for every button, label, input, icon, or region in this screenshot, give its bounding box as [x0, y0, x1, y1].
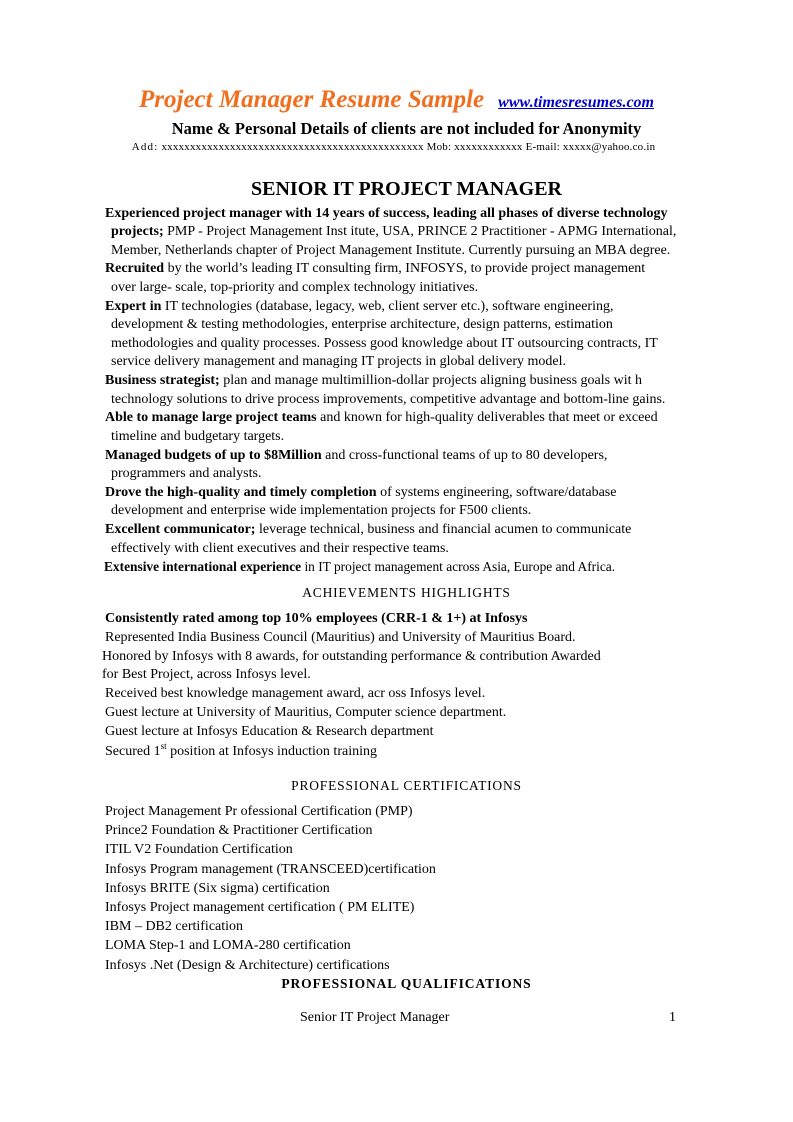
website-link[interactable]: www.timesresumes.com	[498, 94, 654, 111]
address-value: xxxxxxxxxxxxxxxxxxxxxxxxxxxxxxxxxxxxxxxxxxxxxx	[161, 141, 424, 153]
certification-item: Infosys BRITE (Six sigma) certification	[105, 881, 330, 896]
summary-line: Drove the high-quality and timely completion of systems engineering, software/database	[105, 485, 617, 500]
summary-line: Expert in IT technologies (database, legacy, web, client server etc.), software engineering,	[105, 299, 614, 314]
summary-line: development and enterprise wide implementation projects for F500 clients.	[111, 503, 532, 518]
certification-item: Infosys Project management certification ( PM ELITE)	[105, 900, 415, 915]
email-label: E-mail:	[525, 141, 560, 153]
certifications-heading: PROFESSIONAL CERTIFICATIONS	[291, 778, 522, 793]
summary-line: effectively with client executives and their respective teams.	[111, 541, 449, 556]
achievement-item: Honored by Infosys with 8 awards, for outstanding performance & contribution Awarded	[102, 649, 601, 664]
certification-item: Infosys .Net (Design & Architecture) certifications	[105, 958, 390, 973]
summary-line: timeline and budgetary targets.	[111, 429, 285, 444]
page-number: 1	[669, 1010, 676, 1025]
summary-line: over large- scale, top-priority and complex technology initiatives.	[111, 280, 479, 295]
anonymity-note: Name & Personal Details of clients are not included for Anonymity	[171, 119, 642, 138]
summary-line: service delivery management and managing IT projects in global delivery model.	[111, 354, 566, 369]
summary-line: Experienced project manager with 14 years of success, leading all phases of diverse technology	[105, 206, 668, 221]
summary-line: Able to manage large project teams and known for high-quality deliverables that meet or exceed	[105, 410, 658, 425]
email-value: xxxxx@yahoo.co.in	[562, 141, 656, 153]
achievements-heading: ACHIEVEMENTS HIGHLIGHTS	[302, 585, 511, 600]
summary-line: Member, Netherlands chapter of Project Management Institute. Currently pursuing an MBA degree.	[111, 243, 671, 258]
achievement-item: Received best knowledge management award, acr oss Infosys level.	[105, 686, 486, 701]
summary-line: development & testing methodologies, enterprise architecture, design patterns, estimation	[111, 317, 613, 332]
summary-line: Recruited by the world’s leading IT consulting firm, INFOSYS, to provide project management	[105, 261, 646, 276]
certification-item: ITIL V2 Foundation Certification	[105, 842, 293, 857]
mobile-label: Mob:	[426, 141, 452, 153]
achievement-item: Guest lecture at University of Mauritius, Computer science department.	[105, 705, 507, 720]
certification-item: IBM – DB2 certification	[105, 919, 244, 934]
mobile-value: xxxxxxxxxxxx	[454, 141, 523, 153]
certification-item: Infosys Program management (TRANSCEED)certification	[105, 862, 436, 877]
summary-line: Excellent communicator; leverage technical, business and financial acumen to communicate	[105, 522, 632, 537]
achievement-item: Represented India Business Council (Mauritius) and University of Mauritius Board.	[105, 630, 576, 645]
footer-title: Senior IT Project Manager	[300, 1010, 450, 1025]
certification-item: Prince2 Foundation & Practitioner Certification	[105, 823, 373, 838]
summary-line: Managed budgets of up to $8Million and cross-functional teams of up to 80 developers,	[105, 448, 608, 463]
summary-line: Business strategist; plan and manage multimillion-dollar projects aligning business goals wit h	[105, 373, 642, 388]
role-title: SENIOR IT PROJECT MANAGER	[251, 178, 562, 200]
summary-line: technology solutions to drive process improvements, competitive advantage and bottom-line gains.	[111, 392, 666, 407]
summary-line: programmers and analysts.	[111, 466, 262, 481]
certification-item: LOMA Step-1 and LOMA-280 certification	[105, 938, 351, 953]
summary-line: Extensive international experience in IT project management across Asia, Europe and Africa.	[104, 559, 616, 574]
achievement-item: Secured 1st position at Infosys induction training	[105, 741, 377, 759]
summary-line: projects; PMP - Project Management Inst itute, USA, PRINCE 2 Practitioner - APMG International,	[111, 224, 677, 239]
achievement-item: Guest lecture at Infosys Education & Research department	[105, 724, 434, 739]
certification-item: Project Management Pr ofessional Certification (PMP)	[105, 804, 413, 819]
achievement-item: for Best Project, across Infosys level.	[102, 667, 311, 682]
contact-line	[0, 141, 787, 153]
achievements-lead: Consistently rated among top 10% employees (CRR-1 & 1+) at Infosys	[105, 611, 528, 626]
document-title: Project Manager Resume Sample	[139, 86, 485, 113]
address-label: Add:	[131, 141, 159, 153]
summary-line: methodologies and quality processes. Possess good knowledge about IT outsourcing contracts, IT	[111, 336, 658, 351]
qualifications-heading: PROFESSIONAL QUALIFICATIONS	[281, 976, 532, 991]
document-header	[0, 86, 793, 114]
